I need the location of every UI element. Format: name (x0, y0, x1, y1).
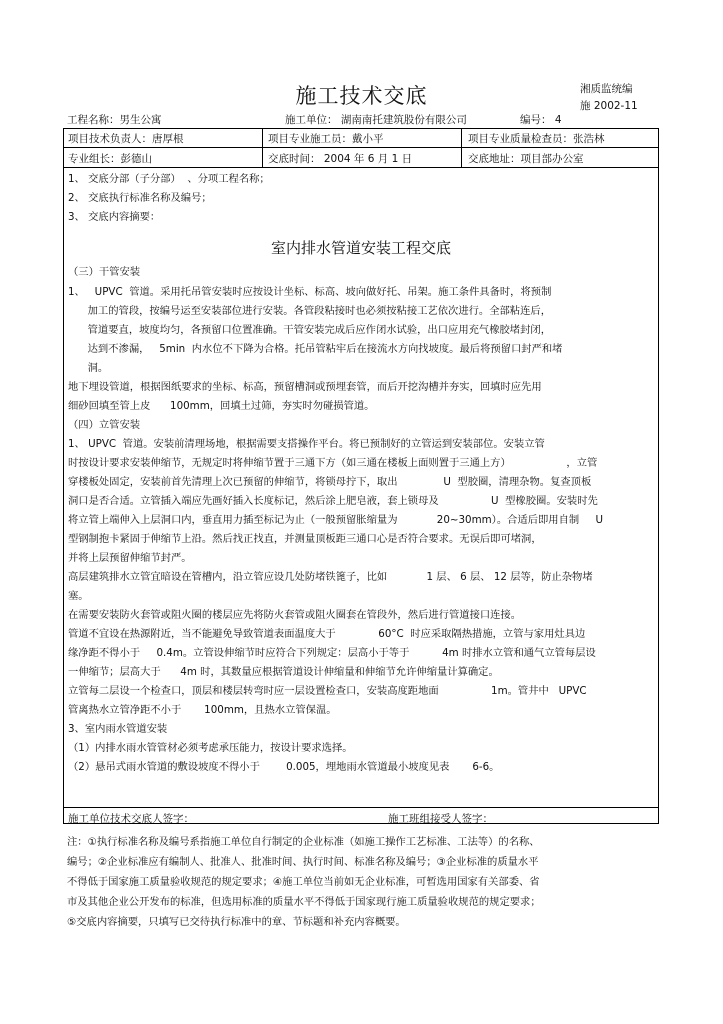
content-item: 2、 交底执行标准名称及编号； (68, 192, 212, 204)
footnote-line: ⑤交底内容摘要，只填写已交待执行标准中的章、节标题和补充内容概要。 (67, 916, 406, 928)
team-leader-cell: 专业组长：彭德山 (68, 153, 152, 165)
row-divider (64, 147, 658, 148)
body-line: （2）悬吊式雨水管道的敷设坡度不得小于 0.005，埋地雨水管道最小坡度见表 6-6。 (68, 761, 500, 773)
team-receiver-signature: 施工班组接受人签字： (388, 813, 493, 825)
body-line: 管道要直，坡度均匀，各预留口位置准确。干管安装完成后应作闭水试验，出口应用充气橡胶堵封闭， (68, 324, 551, 336)
tech-disclosure-signature: 施工单位技术交底人签字： (68, 813, 194, 825)
body-line: 管离热水立管净距不小于 100mm，且热水立管保温。 (68, 704, 337, 716)
body-line: 管道不宜设在热源附近，当不能避免导致管道表面温度大于 60°C 时应采取隔热措施，立管与家用灶具边 (68, 628, 586, 640)
document-title: 施工技术交底 (295, 84, 428, 108)
footnote-line: 不得低于国家施工质量验收规范的规定要求；④施工单位当前如无企业标准，可暂选用国家有关部委、省 (67, 876, 540, 888)
body-line: 缘净距不得小于 0.4m。立管设伸缩节时应符合下列规定：层高小于等于 4m 时排水立管和通气立管每层设 (68, 647, 596, 659)
footnote-line: 市及其他企业公开发布的标准，但选用标准的质量水平不得低于国家现行施工质量验收规范的规定要求； (67, 896, 541, 908)
body-line: 高层建筑排水立管宜暗设在管槽内，沿立管应设几处防堵铁篦子，比如 1 层、 6 层、 12 层等，防止杂物堵 (68, 571, 593, 583)
body-line: 细砂回填至管上皮 100mm，回填土过筛，夯实时勿碰损管道。 (68, 400, 375, 412)
section-subtitle: 室内排水管道安装工程交底 (270, 239, 451, 257)
body-line: 1、 UPVC 管道。安装前清理场地，根据需要支搭操作平台。将已预制好的立管运到安装部位。安装立管 (68, 438, 545, 450)
content-item: 3、 交底内容摘要： (68, 211, 161, 223)
body-line: 穿楼板处固定，安装前首先清理上次已预留的伸缩节，将锁母拧下，取出 U 型胶圈，清理杂物。复查顶板 (68, 476, 592, 488)
body-line: （三）干管安装 (68, 266, 141, 278)
body-line: 达到不渗漏， 5min 内水位不下降为合格。托吊管粘牢后在接流水方向找坡度。最后将预留口封严和堵 (68, 343, 563, 355)
body-line: 1、 UPVC 管道。采用托吊管安装时应按设计坐标、标高、坡向做好托、吊架。施工条件具备时，将预制 (68, 286, 552, 298)
form-code-line-2: 施 2002-11 (580, 100, 638, 112)
content-item: 1、 交底分部（子分部） 、分项工程名称； (68, 173, 270, 185)
column-divider (262, 129, 263, 167)
body-line: 将立管上端伸入上层洞口内，垂直用力插至标记为止（一般预留胀缩量为 20~30mm）。合适后即用自制 U (68, 514, 604, 526)
body-line: 并将上层预留伸缩节封严。 (68, 552, 192, 564)
body-line: 时按设计要求安装伸缩节，无规定时将伸缩节置于三通下方（如三通在楼板上面则置于三通上方） ，立管 (68, 457, 598, 469)
body-line: 一伸缩节；层高大于 4m 时，其数量应根据管道设计伸缩量和伸缩节允许伸缩量计算确定。 (68, 666, 499, 678)
disclosure-time-cell: 交底时间： 2004 年 6 月 1 日 (268, 153, 413, 165)
project-name: 工程名称：男生公寓 (67, 114, 162, 126)
row-divider (64, 807, 658, 808)
site-engineer-cell: 项目专业施工员：戴小平 (268, 133, 384, 145)
body-line: 3、室内雨水管道安装 (68, 723, 168, 735)
body-line: 型钢制抱卡紧固于伸缩节上沿。然后找正找直，并测量顶板距三通口心是否符合要求。无误后即可堵洞， (68, 533, 542, 545)
tech-lead-cell: 项目技术负责人：唐厚根 (68, 133, 184, 145)
body-line: 塞。 (68, 590, 89, 602)
footnote-line: 编号；②企业标准应有编制人、批准人、批准时间、执行时间、标准名称及编号；③企业标准的质量水平 (67, 856, 539, 868)
body-line: 立管每二层设一个检查口，顶层和楼层转弯时应一层设置检查口，安装高度距地面 1m。管井中 UPVC (68, 685, 587, 697)
body-line: 加工的管段，按编号运至安装部位进行安装。各管段粘接时也必须按粘接工艺依次进行。全部粘连后， (68, 305, 551, 317)
body-line: 在需要安装防火套管或阻火圈的楼层应先将防火套管或阻火圈套在管段外，然后进行管道接口连接。 (68, 609, 522, 621)
column-divider (461, 129, 462, 167)
disclosure-location-cell: 交底地址：项目部办公室 (468, 153, 584, 165)
body-line: 地下埋设管道，根据图纸要求的坐标、标高，预留槽洞或预埋套管，而后开挖沟槽并夯实，回填时应先用 (68, 381, 542, 393)
serial-number: 编号： 4 (520, 114, 562, 126)
disclosure-table (63, 128, 659, 824)
quality-inspector-cell: 项目专业质量检查员：张浩林 (468, 133, 605, 145)
body-line: 洞口是否合适。立管插入端应先画好插入长度标记，然后涂上肥皂液，套上锁母及 U 型橡胶圈。安装时先 (68, 495, 598, 507)
body-line: （四）立管安装 (68, 419, 141, 431)
row-divider (64, 167, 658, 168)
construction-unit: 施工单位： 湖南南托建筑股份有限公司 (285, 114, 467, 126)
body-line: （1）内排水雨水管管材必须考虑承压能力，按设计要求选择。 (68, 742, 353, 754)
form-code-line-1: 湘质监统编 (580, 83, 633, 95)
body-line: 洞。 (68, 362, 109, 374)
footnote-line: 注：①执行标准名称及编号系指施工单位自行制定的企业标准（如施工操作工艺标准、工法等）的名称、 (67, 836, 540, 848)
